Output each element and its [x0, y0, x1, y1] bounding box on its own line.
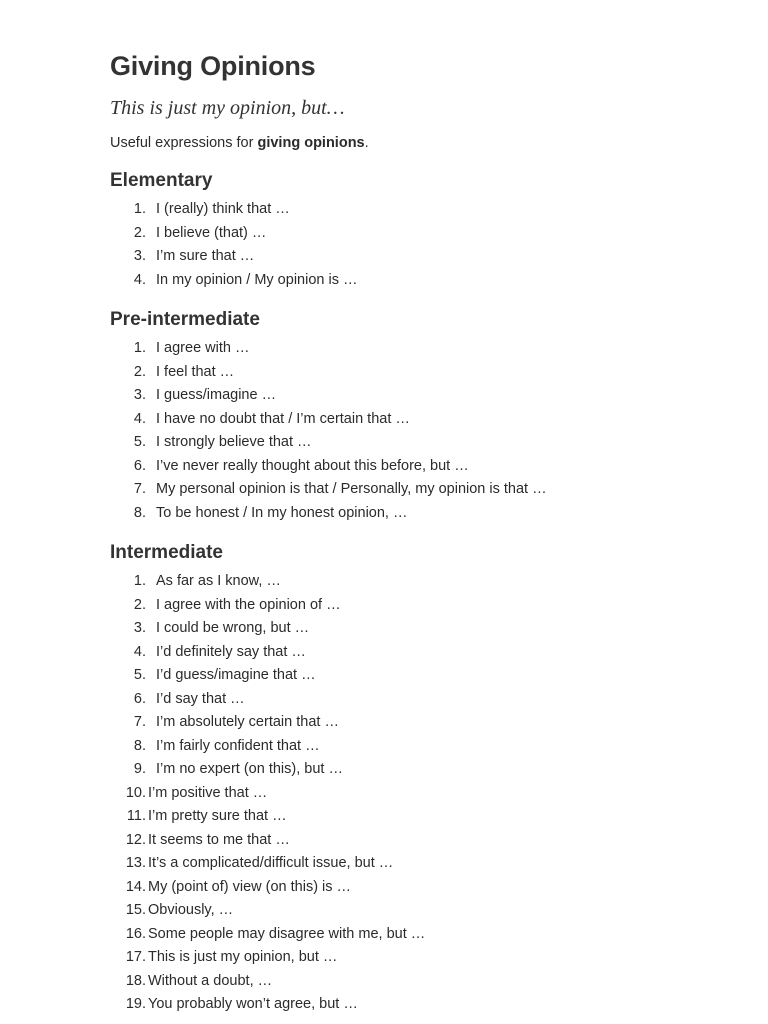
list-item-number: 13.: [125, 855, 146, 871]
document-page: [110, 48, 730, 1017]
list-item-number: 4.: [133, 410, 146, 427]
list-item-text: I’m absolutely certain that …: [156, 714, 339, 730]
section-title-elementary: Elementary: [110, 170, 213, 191]
list-item-number: 1.: [133, 340, 146, 356]
list-item-number: 4.: [133, 271, 146, 288]
list-item-text: I agree with …: [156, 340, 250, 356]
list-item: [110, 478, 730, 502]
list-item-text: Some people may disagree with me, but …: [148, 925, 426, 942]
list-item-number: 19.: [125, 996, 146, 1012]
list-item: [110, 805, 730, 829]
list-item: [110, 711, 730, 735]
list-item: [110, 899, 730, 923]
list-item: [110, 570, 730, 594]
list-item: [110, 431, 730, 455]
list-item-text: I’m sure that …: [156, 248, 255, 264]
list-item-number: 15.: [125, 902, 146, 918]
list-item-number: 4.: [133, 643, 146, 660]
list-item-number: 3.: [133, 248, 146, 264]
list-item: [110, 617, 730, 641]
list-item: [110, 735, 730, 759]
list-item: [110, 829, 730, 853]
list-item-number: 9.: [133, 761, 146, 777]
list-item-number: 12.: [125, 831, 146, 848]
list-item-text: I have no doubt that / I’m certain that …: [156, 410, 410, 427]
list-item-number: 17.: [125, 949, 146, 965]
list-item-text: I agree with the opinion of …: [156, 596, 341, 613]
list-item-text: I guess/imagine …: [156, 387, 277, 403]
list-item: [110, 970, 730, 994]
expression-list-elementary: [110, 198, 730, 292]
list-item-text: I (really) think that …: [156, 201, 290, 217]
intro-suffix: .: [364, 135, 369, 151]
section-title-pre-intermediate: Pre-intermediate: [110, 309, 260, 330]
list-item: [110, 337, 730, 361]
list-item: [110, 245, 730, 269]
list-item-number: 2.: [133, 363, 146, 380]
list-item: [110, 384, 730, 408]
list-item: [110, 758, 730, 782]
list-item: [110, 455, 730, 479]
list-item-text: To be honest / In my honest opinion, …: [156, 504, 408, 521]
list-item-number: 7.: [133, 481, 146, 497]
list-item-text: I’d guess/imagine that …: [156, 667, 316, 683]
intro-prefix: Useful expressions for: [110, 135, 258, 151]
list-item: [110, 664, 730, 688]
list-item-number: 10.: [125, 784, 146, 801]
list-item-number: 8.: [133, 504, 146, 521]
list-item-text: Obviously, …: [148, 902, 234, 918]
list-item-text: I feel that …: [156, 363, 235, 380]
list-item-number: 14.: [125, 878, 146, 895]
section-title-intermediate: Intermediate: [110, 542, 223, 563]
list-item: [110, 594, 730, 618]
list-item: [110, 222, 730, 246]
list-item-text: My (point of) view (on this) is …: [148, 878, 352, 895]
list-item: [110, 408, 730, 432]
intro-text: [110, 133, 730, 153]
list-item-text: I’d definitely say that …: [156, 643, 306, 660]
list-item-number: 7.: [133, 714, 146, 730]
list-item: [110, 852, 730, 876]
list-item-text: I’ve never really thought about this before, but …: [156, 457, 469, 474]
expression-list-pre-intermediate: [110, 337, 730, 525]
list-item: [110, 923, 730, 947]
page-title: Giving Opinions: [110, 51, 316, 81]
list-item-text: I’m no expert (on this), but …: [156, 761, 343, 777]
list-item-number: 11.: [126, 808, 146, 824]
list-item-number: 18.: [125, 972, 146, 989]
page-subtitle: This is just my opinion, but…: [110, 97, 345, 119]
list-item: [110, 876, 730, 900]
list-item-number: 1.: [133, 573, 146, 589]
list-item: [110, 502, 730, 526]
list-item-number: 5.: [133, 434, 146, 450]
list-item: [110, 198, 730, 222]
list-item-number: 5.: [133, 667, 146, 683]
list-item-text: I believe (that) …: [156, 224, 267, 241]
list-item-text: I’m pretty sure that …: [148, 808, 287, 824]
list-item-number: 3.: [133, 620, 146, 636]
list-item-number: 6.: [133, 457, 146, 474]
list-item-text: In my opinion / My opinion is …: [156, 271, 358, 288]
list-item-text: It’s a complicated/difficult issue, but …: [148, 855, 394, 871]
list-item-text: Without a doubt, …: [148, 972, 273, 989]
list-item-text: As far as I know, …: [156, 573, 281, 589]
list-item-number: 1.: [133, 201, 146, 217]
list-item-number: 3.: [133, 387, 146, 403]
list-item: [110, 361, 730, 385]
list-item-text: I’m fairly confident that …: [156, 737, 320, 754]
list-item-number: 2.: [133, 224, 146, 241]
list-item: [110, 782, 730, 806]
expression-list-intermediate: [110, 570, 730, 1017]
list-item: [110, 946, 730, 970]
list-item: [110, 688, 730, 712]
list-item-text: I strongly believe that …: [156, 434, 312, 450]
list-item-text: I’d say that …: [156, 690, 245, 707]
list-item-number: 2.: [133, 596, 146, 613]
list-item-text: You probably won’t agree, but …: [148, 996, 358, 1012]
list-item-text: This is just my opinion, but …: [148, 949, 338, 965]
list-item: [110, 993, 730, 1017]
list-item-text: My personal opinion is that / Personally, my opinion is that …: [156, 481, 547, 497]
intro-bold: giving opinions: [257, 135, 365, 151]
list-item: [110, 641, 730, 665]
list-item-number: 6.: [133, 690, 146, 707]
list-item-text: It seems to me that …: [148, 831, 290, 848]
list-item-text: I’m positive that …: [148, 784, 268, 801]
list-item-number: 8.: [133, 737, 146, 754]
list-item-number: 16.: [125, 925, 146, 942]
list-item-text: I could be wrong, but …: [156, 620, 310, 636]
list-item: [110, 269, 730, 293]
